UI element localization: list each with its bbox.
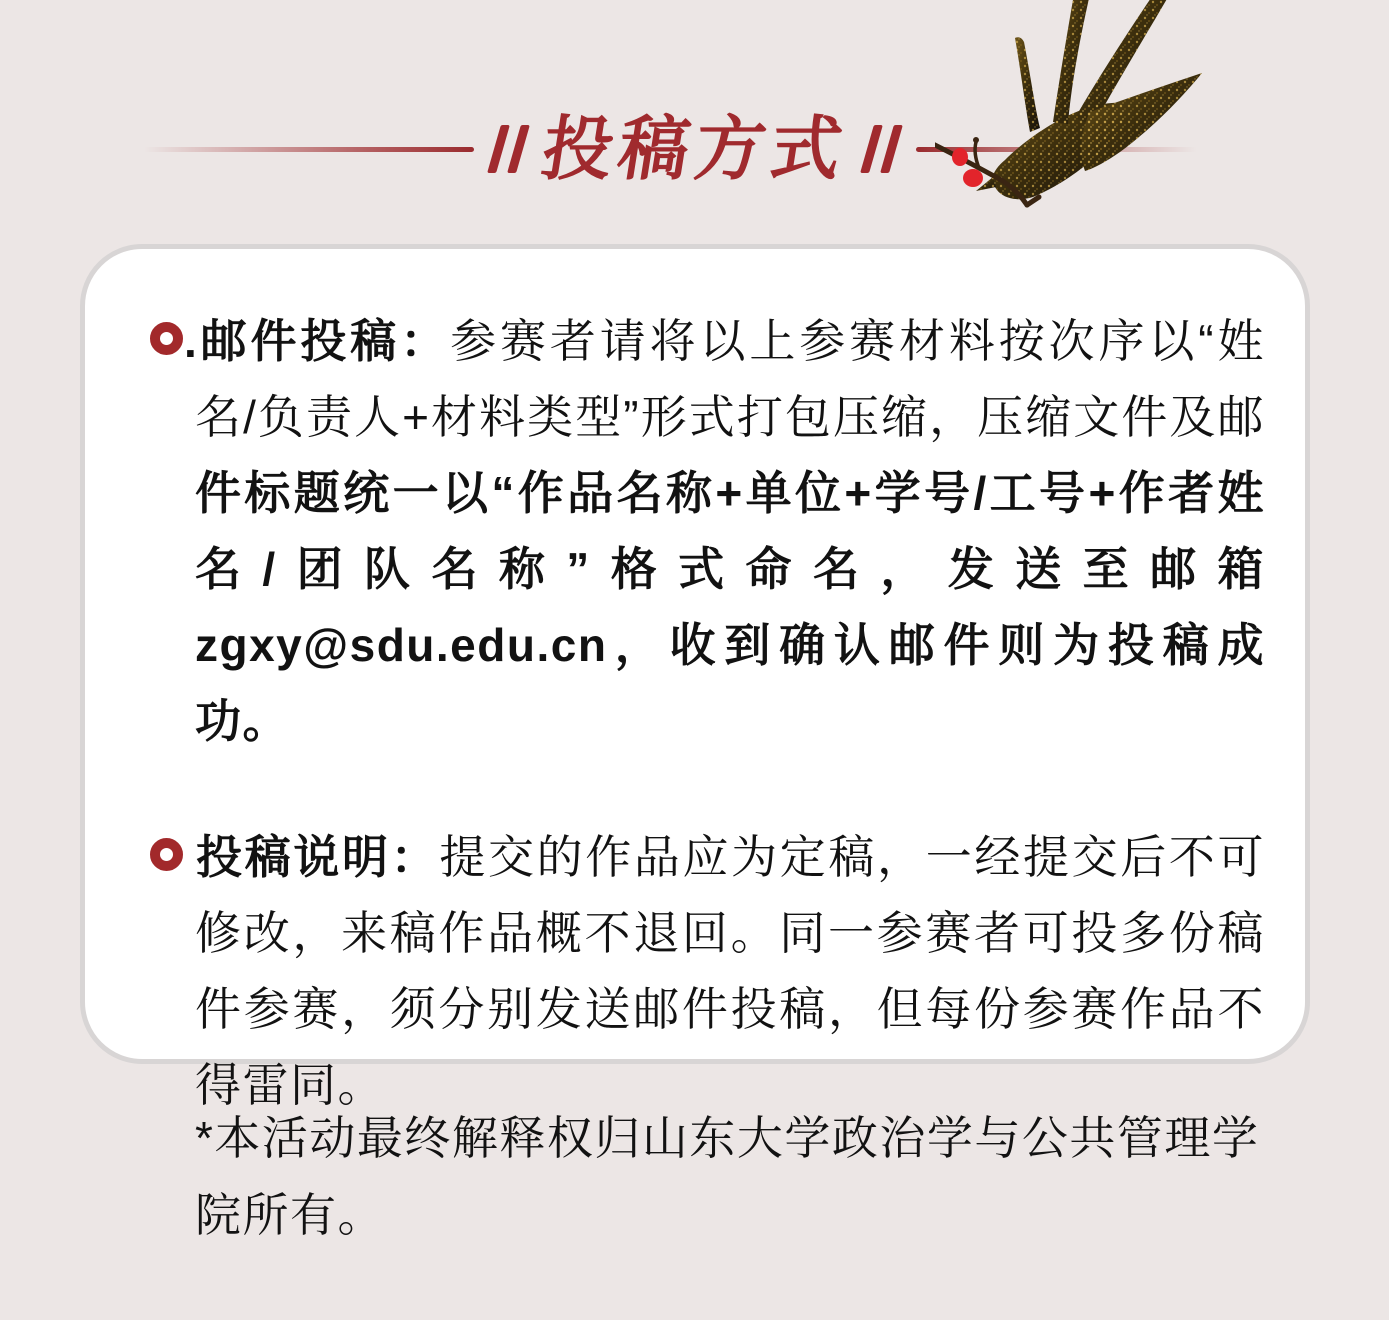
bullet-ring-icon <box>150 838 183 871</box>
paragraph-email-submission <box>184 303 1265 759</box>
page-title: 投稿方式 <box>536 110 853 188</box>
paragraph-text-bold: 件标题统一以“作品名称+单位+学号/工号+作者姓名/团队名称”格式命名，发送至邮箱zgxy@sdu.edu.cn，收到确认邮件则为投稿成功。 <box>195 467 1265 747</box>
content-card <box>80 244 1310 1111</box>
paragraph-submission-notes <box>195 819 1265 1123</box>
footnote: *本活动最终解释权归山东大学政治学与公共管理学院所有。 <box>195 1112 1260 1241</box>
paragraph-text: 提交的作品应为定稿，一经提交后不可修改，来稿作品概不退回。同一参赛者可投多份稿件参赛，须分别发送邮件投稿，但每份参赛作品不得雷同。 <box>195 831 1266 1111</box>
paragraph-label: 邮件投稿： <box>198 315 451 367</box>
paragraph-text: 参赛者请将以上参赛材料按次序以“姓名/负责人+材料类型”形式打包压缩，压缩文件及邮 <box>195 315 1265 443</box>
swallow-with-plum-branch-icon <box>935 0 1225 218</box>
title-left-line <box>144 147 474 152</box>
double-slash-icon <box>867 125 896 173</box>
bullet-ring-icon <box>150 322 183 355</box>
bullet-prefix: . <box>184 315 199 367</box>
paragraph-label: 投稿说明： <box>195 831 440 883</box>
double-slash-icon <box>494 125 523 173</box>
